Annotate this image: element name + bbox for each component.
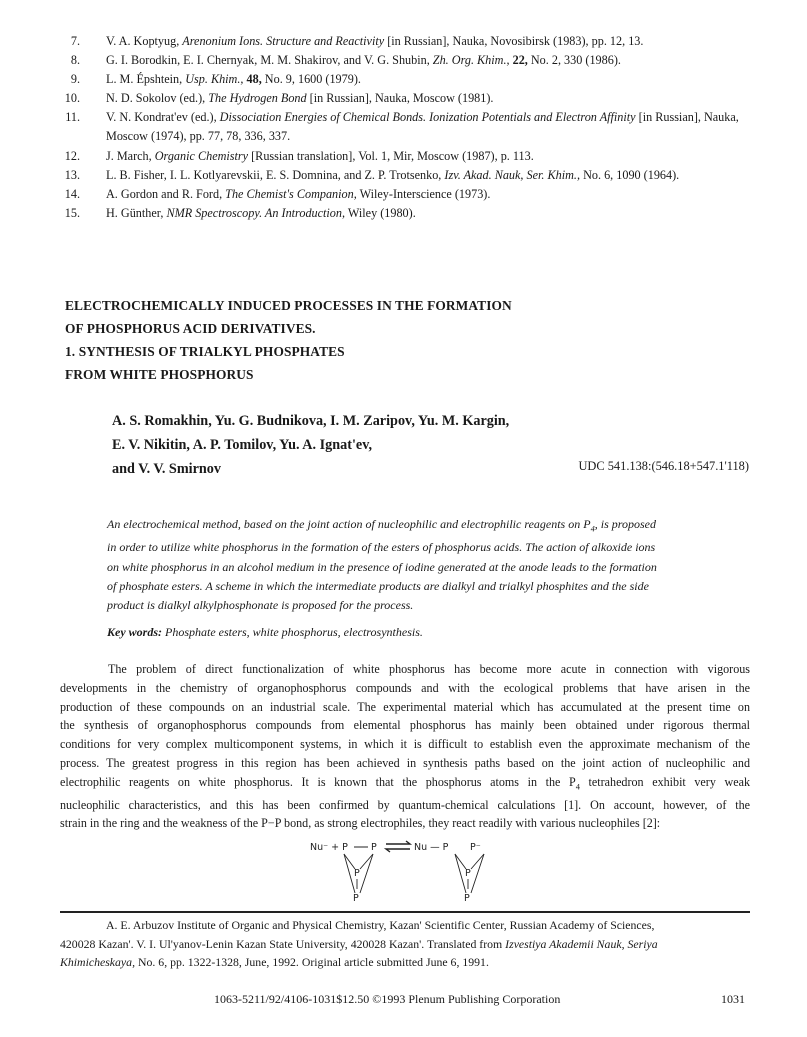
reference-item <box>60 32 760 51</box>
keywords-label: Key words: <box>107 625 162 639</box>
reference-text: N. D. Sokolov (ed.), The Hydrogen Bond [in Russian], Nauka, Moscow (1981). <box>106 91 494 106</box>
body-line: production of these compounds on an industrial scale. The experimental material which has accumulated at the present time on <box>60 699 750 714</box>
udc-code: UDC 541.138:(546.18+547.1'118) <box>578 459 749 473</box>
reference-text: G. I. Borodkin, E. I. Chernyak, M. M. Shakirov, and V. G. Shubin, Zh. Org. Khim., 22, No. 2, 330 (1986). <box>106 53 621 68</box>
reference-text: H. Günther, NMR Spectroscopy. An Introduction, Wiley (1980). <box>106 205 416 220</box>
abstract-line: on white phosphorus in an alcohol medium in the presence of iodine generated at the anode leads to the formation <box>107 559 657 574</box>
author-line: E. V. Nikitin, A. P. Tomilov, Yu. A. Ignat'ev, <box>112 437 373 453</box>
footnote-line: Khimicheskaya, No. 6, pp. 1322-1328, June, 1992. Original article submitted June 6, 1991. <box>60 955 489 969</box>
author-line: A. S. Romakhin, Yu. G. Budnikova, I. M. Zaripov, Yu. M. Kargin, <box>112 413 510 429</box>
scheme-left-tetrahedron <box>344 854 373 904</box>
scheme-right-fragment <box>455 854 484 904</box>
title-line: ELECTROCHEMICALLY INDUCED PROCESSES IN THE FORMATION <box>65 298 512 313</box>
abstract-line: in order to utilize white phosphorus in the formation of the esters of phosphorus acids. The action of alkoxide ions <box>107 540 656 555</box>
scheme-product: Nu — P <box>414 842 449 853</box>
abstract-line: of phosphate esters. A scheme in which the intermediate products are dialkyl and trialkyl phosphites and the side <box>107 578 649 593</box>
body-line: conditions for very complex multicomponent systems, in which it is difficult to establish even the approximate mechanism of the <box>60 737 750 751</box>
body-line: strain in the ring and the weakness of the P−P bond, as strong electrophiles, they react readily with various nucleophiles [2]: <box>60 816 661 831</box>
body-line: nucleophilic characteristics, and this has been confirmed by quantum-chemical calculations [1]. On account, however, of the <box>60 797 750 812</box>
reaction-scheme <box>310 838 530 908</box>
reference-number: 8. <box>70 53 80 68</box>
copyright-line: 1063-5211/92/4106-1031$12.50 ©1993 Plenum Publishing Corporation <box>214 992 561 1006</box>
scheme-p-atom: P <box>464 893 470 904</box>
title-line: FROM WHITE PHOSPHORUS <box>65 367 254 382</box>
reference-number: 15. <box>64 205 80 220</box>
keywords-text: Phosphate esters, white phosphorus, electrosynthesis. <box>165 625 423 639</box>
reference-number: 14. <box>64 186 80 201</box>
reference-number: 7. <box>70 34 80 48</box>
reference-item <box>60 51 760 70</box>
scheme-forward-arrow <box>386 841 410 844</box>
scheme-p-atom: P <box>354 868 360 879</box>
footnote-divider <box>60 911 750 913</box>
reference-item <box>60 147 760 166</box>
reference-item <box>60 166 760 185</box>
abstract <box>107 515 713 615</box>
reference-text: V. N. Kondrat'ev (ed.), Dissociation Energies of Chemical Bonds. Ionization Potentials and Electron Affinity [in Russian], Nauka, Moscow (1974), pp. 77, 78, 336, 337. <box>106 110 739 144</box>
body-line: developments in the chemistry of organophosphorus compounds and with the ecological problems that have arisen in the <box>60 680 750 695</box>
footnote-line: A. E. Arbuzov Institute of Organic and Physical Chemistry, Kazan' Scientific Center, Russian Academy of Sciences, <box>106 918 655 932</box>
reference-text: J. March, Organic Chemistry [Russian translation], Vol. 1, Mir, Moscow (1987), p. 113. <box>106 148 534 163</box>
author-list <box>112 409 572 481</box>
reference-text: L. B. Fisher, I. L. Kotlyarevskii, E. S. Domnina, and Z. P. Trotsenko, Izv. Akad. Nauk, Ser. Khim., No. 6, 1090 (1964). <box>106 167 680 182</box>
scheme-p-atom: P <box>465 868 471 879</box>
body-line: the synthesis of organophosphorus compounds from elemental phosphorus has mainly been obtained under rigorous thermal <box>60 718 750 733</box>
reference-item <box>60 204 760 223</box>
reference-number: 11. <box>65 110 80 125</box>
body-line: The problem of direct functionalization of white phosphorus has become more acute in connection with vigorous <box>108 662 750 676</box>
abstract-line: product is dialkyl alkylphosphonate is proposed for the process. <box>107 597 414 612</box>
scheme-p-anion: P⁻ <box>470 842 481 853</box>
reference-number: 9. <box>70 72 80 87</box>
body-paragraph <box>60 660 750 833</box>
scheme-p-right: P <box>371 842 377 853</box>
reference-number: 13. <box>64 167 80 182</box>
scheme-nucleophile: Nu⁻ + P <box>310 842 348 853</box>
author-line: and V. V. Smirnov <box>112 461 221 477</box>
reference-text: A. Gordon and R. Ford, The Chemist's Companion, Wiley-Interscience (1973). <box>106 186 491 201</box>
footnote-line: 420028 Kazan'. V. I. Ul'yanov-Lenin Kazan State University, 420028 Kazan'. Translated from Izvestiya Akademii Nauk, Seriya <box>60 936 658 951</box>
reference-number: 10. <box>64 91 80 106</box>
title-line: OF PHOSPHORUS ACID DERIVATIVES. <box>65 321 316 336</box>
title-line: 1. SYNTHESIS OF TRIALKYL PHOSPHATES <box>65 344 345 359</box>
reference-text: V. A. Koptyug, Arenonium Ions. Structure and Reactivity [in Russian], Nauka, Novosibirsk (1983), pp. 12, 13. <box>106 34 644 48</box>
abstract-line: An electrochemical method, based on the joint action of nucleophilic and electrophilic reagents on $P_4$, is proposed <box>107 517 656 534</box>
reference-item <box>60 89 760 108</box>
body-line: process. The greatest progress in this region has been achieved in synthesis paths based on the joint action of nucleophilic and <box>60 755 750 770</box>
scheme-reverse-arrow <box>386 849 410 852</box>
article-title <box>65 294 665 386</box>
reference-list <box>60 32 760 223</box>
reference-item <box>60 185 760 204</box>
keywords <box>107 625 423 640</box>
reference-number: 12. <box>64 148 80 163</box>
reference-text: L. M. Épshtein, Usp. Khim., 48, No. 9, 1600 (1979). <box>106 72 361 87</box>
page-number: 1031 <box>721 992 745 1006</box>
scheme-p-atom: P <box>353 893 359 904</box>
footnote <box>60 916 750 972</box>
reference-item <box>60 70 760 89</box>
reference-item <box>60 108 760 146</box>
body-line: electrophilic reagents on white phosphorus. It is known that the phosphorus atoms in the $P_4$ tetrahedron exhibit very weak <box>60 774 750 791</box>
